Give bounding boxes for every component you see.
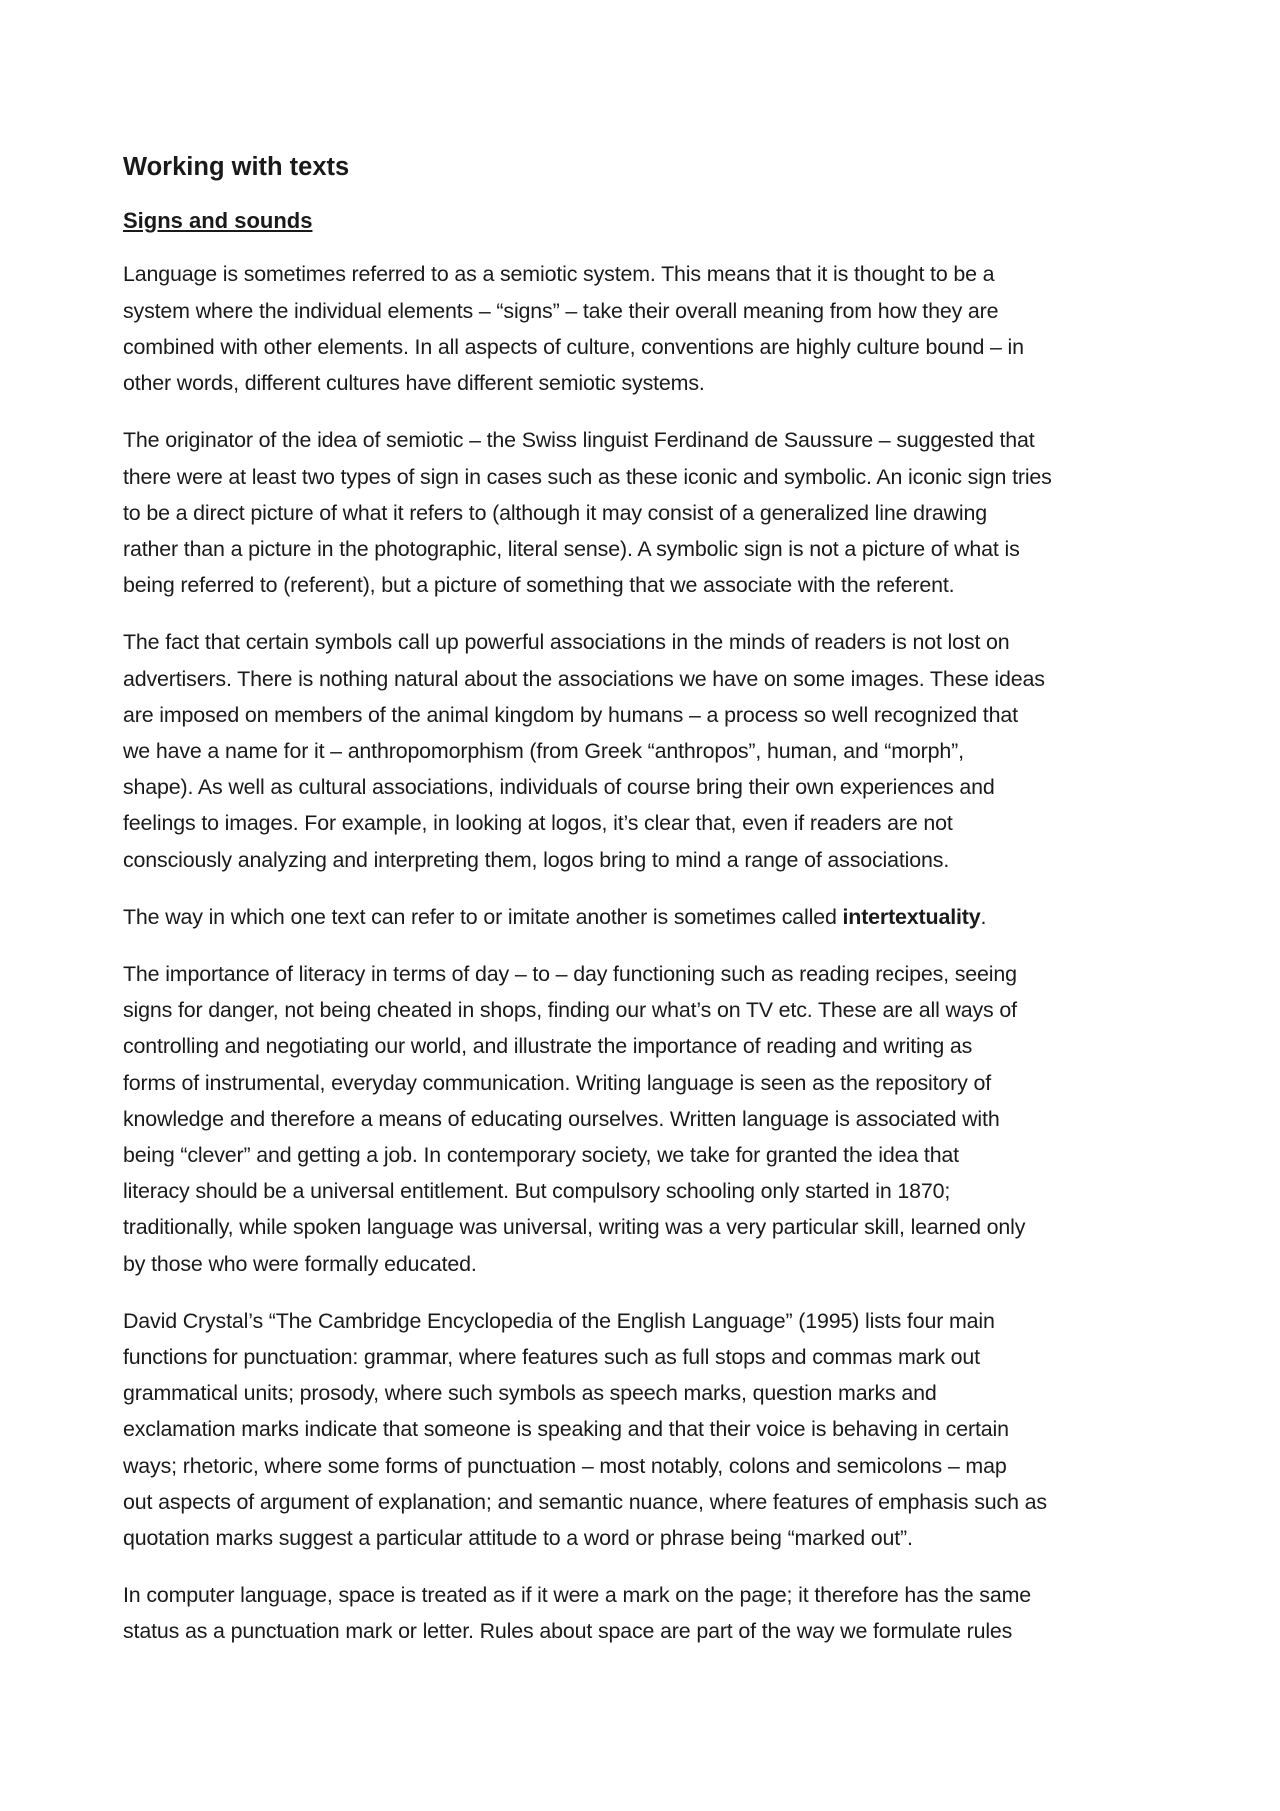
- text-line: David Crystal’s “The Cambridge Encyclopedia of the English Language” (1995) lists four main: [123, 1308, 995, 1333]
- text-line: The originator of the idea of semiotic – the Swiss linguist Ferdinand de Saussure – suggested that: [123, 428, 1035, 453]
- document-title: Working with texts: [123, 153, 350, 181]
- text-line: being referred to (referent), but a picture of something that we associate with the referent.: [123, 573, 955, 598]
- text-line: quotation marks suggest a particular attitude to a word or phrase being “marked out”.: [123, 1525, 913, 1550]
- section-heading-signs-and-sounds: Signs and sounds: [123, 207, 313, 233]
- text-line: other words, different cultures have different semiotic systems.: [123, 371, 705, 396]
- text-line: In computer language, space is treated as if it were a mark on the page; it therefore has the same: [123, 1583, 1031, 1608]
- text-line: ways; rhetoric, where some forms of punctuation – most notably, colons and semicolons – map: [123, 1453, 1007, 1478]
- intertext-text-after: .: [980, 904, 987, 929]
- text-line: Language is sometimes referred to as a semiotic system. This means that it is thought to be a: [123, 262, 995, 287]
- text-line: there were at least two types of sign in cases such as these iconic and symbolic. An iconic sign tries: [123, 464, 1052, 489]
- text-line: controlling and negotiating our world, and illustrate the importance of reading and writing as: [123, 1034, 973, 1059]
- paragraph-punctuation: [123, 1303, 1173, 1556]
- text-line: to be a direct picture of what it refers to (although it may consist of a generalized line drawing: [123, 500, 987, 525]
- text-line: advertisers. There is nothing natural about the associations we have on some images. These ideas: [123, 666, 1045, 691]
- text-line: status as a punctuation mark or letter. Rules about space are part of the way we formulate rules: [123, 1619, 1013, 1644]
- text-line: The importance of literacy in terms of day – to – day functioning such as reading recipes, seeing: [123, 961, 1017, 986]
- intertextuality-term: intertextuality: [842, 904, 981, 929]
- text-line: grammatical units; prosody, where such symbols as speech marks, question marks and: [123, 1381, 937, 1406]
- intertext-text-before: The way in which one text can refer to or imitate another is sometimes called: [123, 904, 843, 929]
- text-line: shape). As well as cultural associations, individuals of course bring their own experiences and: [123, 775, 995, 800]
- text-line: exclamation marks indicate that someone is speaking and that their voice is behaving in certain: [123, 1417, 1009, 1442]
- text-line: out aspects of argument of explanation; and semantic nuance, where features of emphasis such as: [123, 1489, 1047, 1514]
- text-line: feelings to images. For example, in looking at logos, it’s clear that, even if readers are not: [123, 811, 953, 836]
- text-line: forms of instrumental, everyday communication. Writing language is seen as the repository of: [123, 1070, 991, 1095]
- paragraph-intertextuality: [123, 899, 1173, 935]
- text-line: signs for danger, not being cheated in shops, finding our what’s on TV etc. These are all ways of: [123, 998, 1017, 1023]
- paragraph-literacy: [123, 956, 1173, 1282]
- paragraph-saussure: [123, 422, 1173, 603]
- text-line: being “clever” and getting a job. In contemporary society, we take for granted the idea that: [123, 1142, 959, 1167]
- text-line: by those who were formally educated.: [123, 1251, 477, 1276]
- text-line: system where the individual elements – “signs” – take their overall meaning from how they are: [123, 298, 999, 323]
- text-line: consciously analyzing and interpreting them, logos bring to mind a range of associations.: [123, 847, 950, 872]
- text-line: The fact that certain symbols call up powerful associations in the minds of readers is not lost on: [123, 630, 1010, 655]
- paragraph-associations: [123, 624, 1173, 877]
- paragraph-computer-language: [123, 1577, 1173, 1649]
- text-line: literacy should be a universal entitlement. But compulsory schooling only started in 1870;: [123, 1179, 951, 1204]
- text-line: traditionally, while spoken language was universal, writing was a very particular skill, learned only: [123, 1215, 1026, 1240]
- text-line: we have a name for it – anthropomorphism (from Greek “anthropos”, human, and “morph”,: [123, 738, 964, 763]
- text-line: are imposed on members of the animal kingdom by humans – a process so well recognized that: [123, 702, 1018, 727]
- text-line: combined with other elements. In all aspects of culture, conventions are highly culture bound – in: [123, 334, 1024, 359]
- document-page: [123, 150, 1173, 1671]
- text-line: knowledge and therefore a means of educating ourselves. Written language is associated with: [123, 1106, 1000, 1131]
- paragraph-semiotic-system: [123, 256, 1173, 401]
- text-line: functions for punctuation: grammar, where features such as full stops and commas mark out: [123, 1344, 980, 1369]
- text-line: rather than a picture in the photographic, literal sense). A symbolic sign is not a picture of what is: [123, 536, 1020, 561]
